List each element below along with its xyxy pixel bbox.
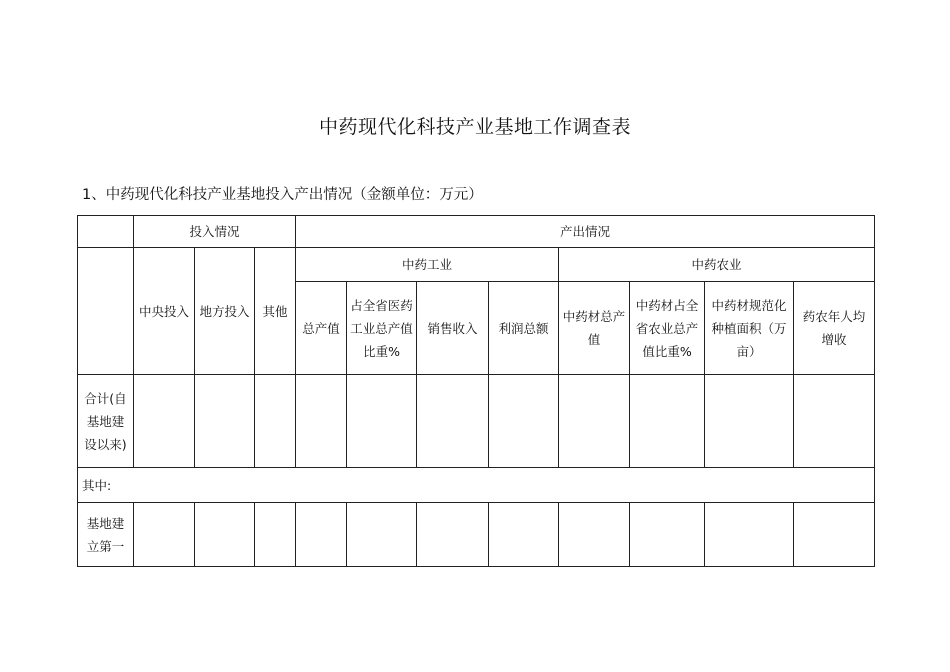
table-cell[interactable] [296, 503, 347, 567]
header-total-output: 总产值 [296, 282, 347, 375]
table-cell[interactable] [347, 375, 417, 468]
table-cell[interactable] [630, 503, 705, 567]
table-cell[interactable] [347, 503, 417, 567]
table-cell[interactable] [417, 503, 489, 567]
survey-table [77, 215, 875, 567]
row-label-blank [78, 248, 134, 375]
table-row-first-year [78, 503, 875, 567]
table-row-among [78, 468, 875, 503]
row-label-among: 其中: [78, 468, 875, 503]
table-cell[interactable] [559, 503, 630, 567]
table-cell[interactable] [705, 375, 794, 468]
corner-cell [78, 216, 134, 248]
table-cell[interactable] [417, 375, 489, 468]
table-cell[interactable] [794, 375, 875, 468]
header-input: 投入情况 [134, 216, 296, 248]
table-row-total [78, 375, 875, 468]
table-cell[interactable] [489, 375, 559, 468]
table-cell[interactable] [296, 375, 347, 468]
table-cell[interactable] [134, 375, 195, 468]
header-planting-area: 中药材规范化种植面积（万亩） [705, 282, 794, 375]
row-label-first-year: 基地建立第一 [78, 503, 134, 567]
table-cell[interactable] [559, 375, 630, 468]
header-tcm-agriculture: 中药农业 [559, 248, 875, 282]
header-profit: 利润总额 [489, 282, 559, 375]
header-row-1 [78, 216, 875, 248]
table-cell[interactable] [134, 503, 195, 567]
header-herb-output: 中药材总产值 [559, 282, 630, 375]
table-cell[interactable] [705, 503, 794, 567]
table-cell[interactable] [255, 503, 296, 567]
table-cell[interactable] [489, 503, 559, 567]
header-output: 产出情况 [296, 216, 875, 248]
table-cell[interactable] [255, 375, 296, 468]
header-tcm-industry: 中药工业 [296, 248, 559, 282]
header-share-pharma: 占全省医药工业总产值比重% [347, 282, 417, 375]
table-cell[interactable] [630, 375, 705, 468]
header-sales: 销售收入 [417, 282, 489, 375]
header-row-2 [78, 248, 875, 282]
document-title: 中药现代化科技产业基地工作调查表 [318, 116, 631, 138]
table-cell[interactable] [794, 503, 875, 567]
header-central: 中央投入 [134, 248, 195, 375]
header-income-growth: 药农年人均增收 [794, 282, 875, 375]
row-label-total: 合计(自基地建设以来) [78, 375, 134, 468]
table-cell[interactable] [195, 503, 255, 567]
header-share-agri: 中药材占全省农业总产值比重% [630, 282, 705, 375]
header-other: 其他 [255, 248, 296, 375]
header-local: 地方投入 [195, 248, 255, 375]
table-cell[interactable] [195, 375, 255, 468]
section-heading: 1、中药现代化科技产业基地投入产出情况（金额单位：万元） [82, 187, 483, 203]
